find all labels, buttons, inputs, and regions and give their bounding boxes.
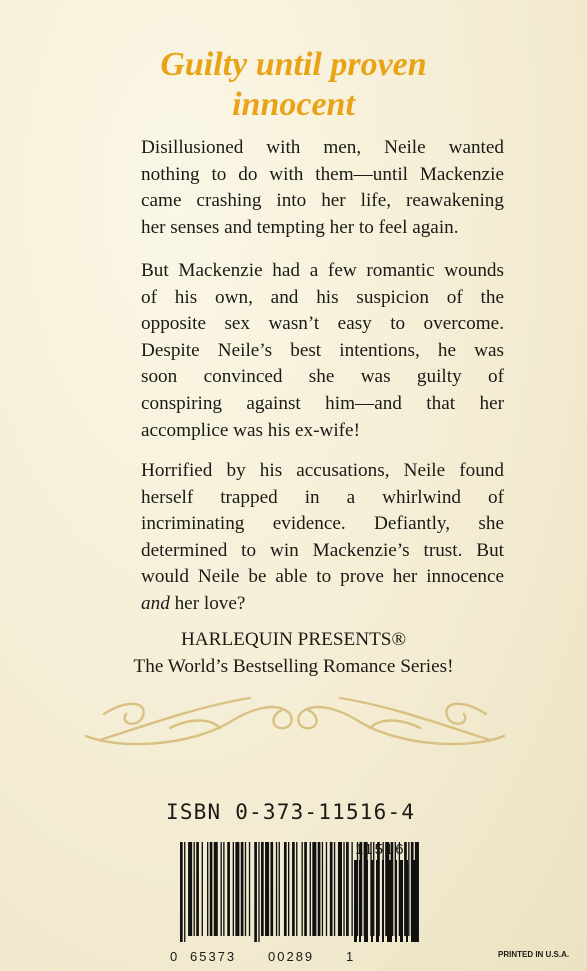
supplement-barcode-bars [352, 860, 418, 942]
text-line: herself trapped in a whirlwind of [141, 486, 504, 508]
barcode-bar [276, 842, 277, 936]
printed-in-label: PRINTED IN U.S.A. [498, 950, 570, 959]
text-line [141, 591, 504, 618]
text-line: soon convinced she was guilty of [141, 366, 504, 388]
barcode-bar [245, 842, 246, 936]
text-line: Disillusioned with men, Neile wanted [141, 137, 504, 158]
barcode-bar [326, 842, 327, 936]
barcode-bar [221, 842, 222, 936]
barcode-bar [279, 842, 280, 936]
barcode-digit-prefix: 0 [170, 949, 178, 964]
barcode-bar [241, 842, 244, 936]
barcode-bar [322, 842, 323, 936]
emphasis-word: and [141, 592, 170, 614]
barcode-bar [338, 842, 342, 936]
barcode-bar [296, 842, 297, 936]
barcode-bar [261, 842, 264, 936]
barcode-bar [330, 842, 333, 936]
text-line: nothing to do with them—until Mackenzie [141, 163, 504, 185]
blurb-paragraph-3 [141, 458, 504, 618]
barcode-bar [235, 842, 239, 936]
text-line: conspiring against him—and that her [141, 392, 504, 414]
barcode-bar [227, 842, 230, 936]
series-name: HARLEQUIN PRESENTS® [180, 629, 407, 650]
barcode-bar [188, 842, 192, 936]
barcode-bar [288, 842, 289, 936]
barcode-bar [258, 842, 259, 942]
text-line: determined to win Mackenzie’s trust. But [141, 539, 504, 561]
barcode-bar [292, 842, 295, 936]
headline-line-2: innocent [232, 86, 355, 123]
text-line: Horrified by his accusations, Neile found [141, 460, 504, 481]
flourish-ornament-icon [80, 688, 510, 752]
barcode-bar [214, 842, 218, 936]
text-line: her senses and tempting her to feel again. [141, 216, 459, 238]
barcode-bar [265, 842, 269, 936]
barcode-bar [310, 842, 311, 936]
barcode-bar [202, 842, 203, 936]
text-line: opposite sex wasn’t easy to overcome. [141, 313, 504, 335]
blurb-paragraph-1 [141, 135, 504, 241]
barcode-bar [334, 842, 335, 936]
text-line: But Mackenzie had a few romantic wounds [141, 260, 504, 281]
barcode-bar [210, 842, 213, 936]
text-line: incriminating evidence. Defiantly, she [141, 513, 504, 535]
barcode-digits-right: 00289 [268, 949, 315, 964]
barcode-digit-check: 1 [346, 949, 354, 964]
barcode-digits-left: 65373 [190, 949, 237, 964]
text-line: came crashing into her life, reawakening [141, 190, 504, 212]
series-tagline: The World’s Bestselling Romance Series! [133, 656, 454, 677]
barcode-bar [254, 842, 257, 942]
barcode-bar [207, 842, 208, 936]
barcode-bar [346, 842, 349, 936]
barcode-bar [312, 842, 316, 936]
barcode-bar [270, 842, 273, 936]
headline-line-1: Guilty until proven [160, 46, 427, 83]
supplement-number: 11516 [355, 841, 406, 858]
barcode-bar [233, 842, 234, 936]
barcode-bar [184, 842, 185, 942]
text-line: accomplice was his ex-wife! [141, 419, 360, 441]
text-fragment: her love? [169, 592, 246, 614]
text-line: of his own, and his suspicion of the [141, 286, 504, 308]
barcode-bar [196, 842, 199, 936]
barcode-bar [180, 842, 183, 942]
text-line: would Neile be able to prove her innocence [141, 566, 504, 588]
barcode-bar [223, 842, 224, 936]
blurb-paragraph-2 [141, 258, 504, 444]
barcode-bar [343, 842, 344, 936]
barcode-bar [284, 842, 287, 936]
barcode-bar [302, 842, 303, 936]
barcode-bar [249, 842, 250, 936]
barcode-bar [304, 842, 307, 936]
isbn-number: ISBN 0-373-11516-4 [166, 800, 416, 824]
barcode-bar [318, 842, 321, 936]
text-line: Despite Neile’s best intentions, he was [141, 339, 504, 361]
barcode-bar [194, 842, 195, 936]
